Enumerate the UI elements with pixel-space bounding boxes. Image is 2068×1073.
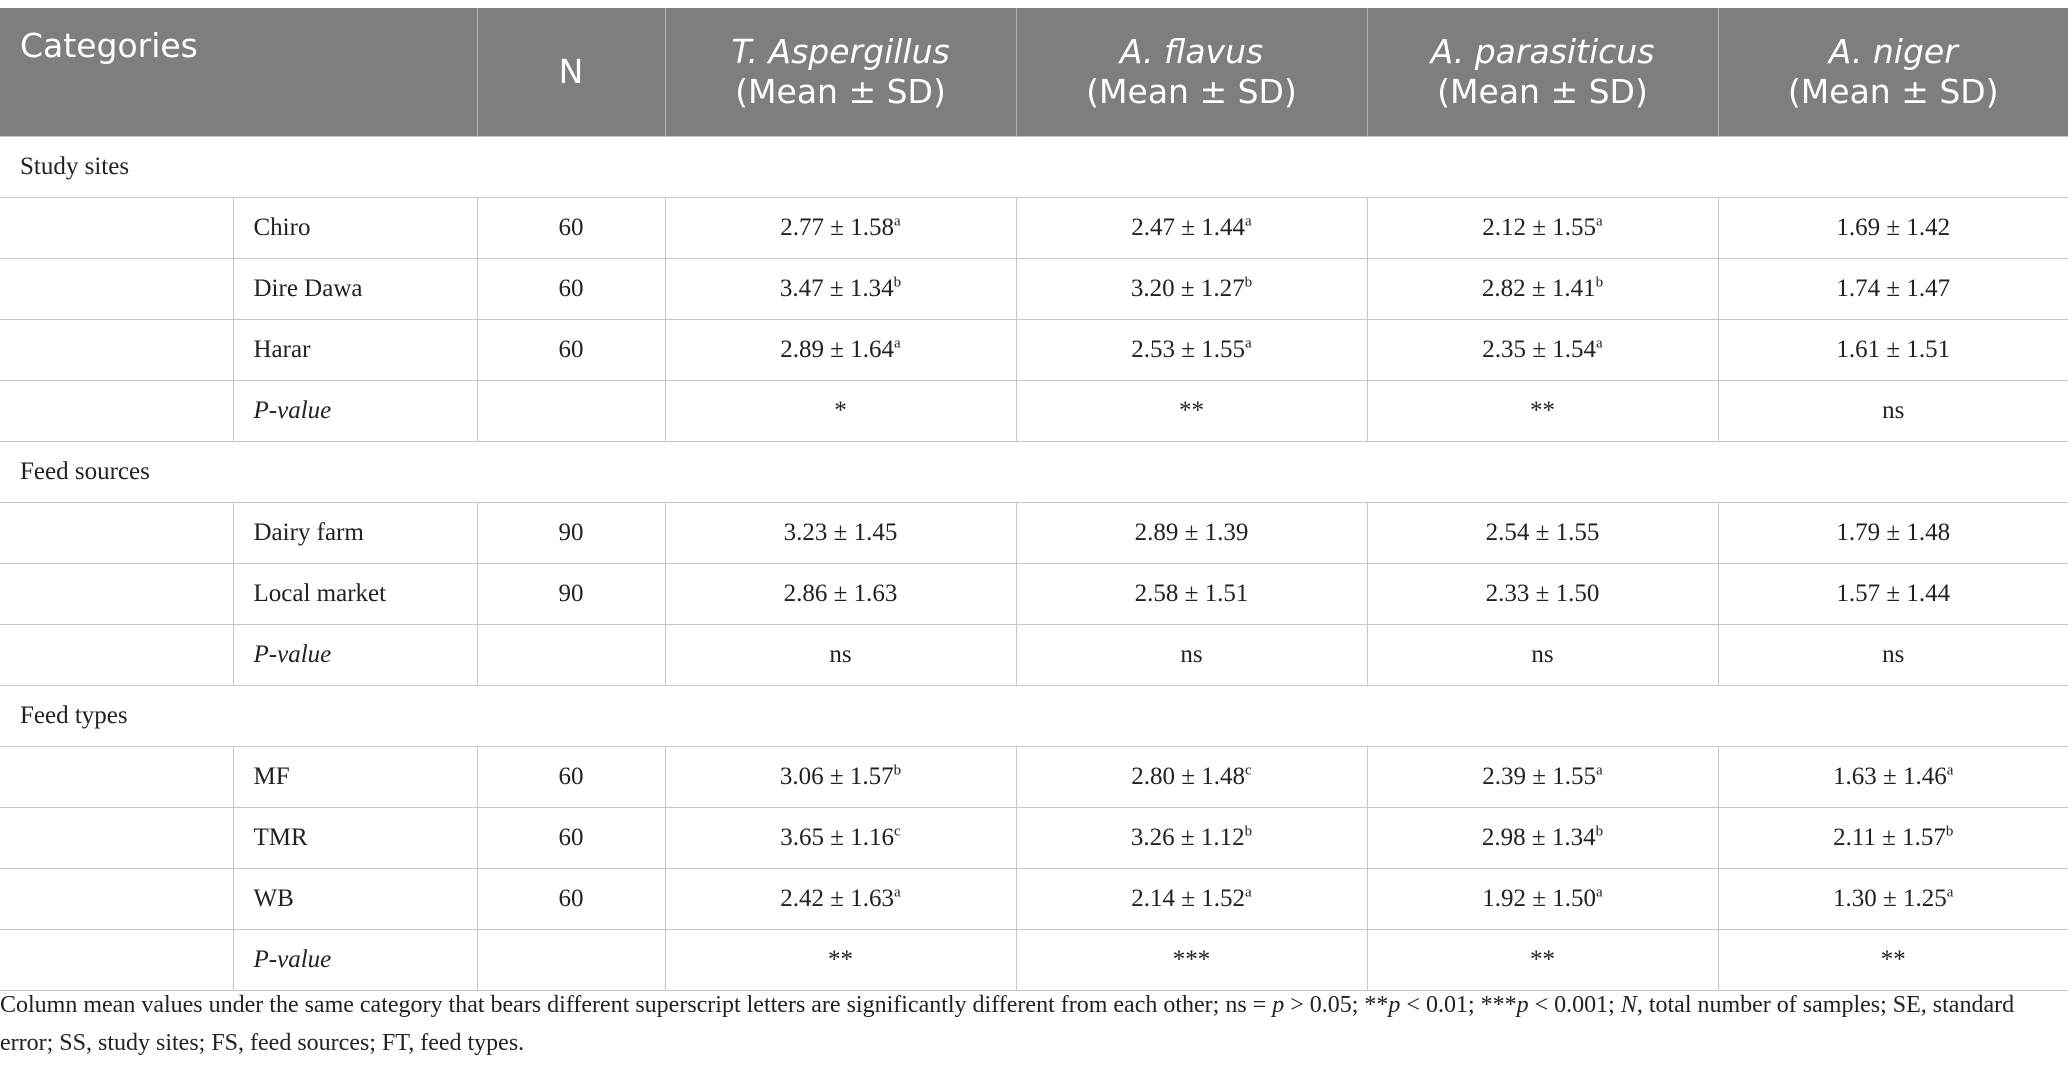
- header-col1-species: T. Aspergillus: [731, 32, 950, 71]
- row-n: 60: [477, 198, 665, 259]
- value-cell: [1367, 198, 1718, 259]
- value-cell: [1367, 320, 1718, 381]
- value-cell: [665, 869, 1016, 930]
- pvalue-cell: **: [665, 930, 1016, 991]
- indent-cell: [0, 564, 233, 625]
- footnote-p: p: [1516, 992, 1529, 1018]
- table-row: [0, 503, 2068, 564]
- mean-sd-value: 2.82 ± 1.41: [1481, 275, 1596, 302]
- significance-letter: a: [1946, 884, 1954, 901]
- indent-cell: [0, 747, 233, 808]
- table-row: [0, 808, 2068, 869]
- section-title: Feed types: [0, 686, 2068, 747]
- significance-letter: b: [1595, 823, 1604, 840]
- significance-letter: b: [1595, 274, 1604, 291]
- significance-letter: a: [1596, 762, 1603, 779]
- significance-letter: a: [1596, 884, 1603, 901]
- footnote-p: p: [1272, 992, 1285, 1018]
- indent-cell: [0, 381, 233, 442]
- row-label: TMR: [233, 808, 477, 869]
- header-col4-species: A. niger: [1828, 32, 1958, 71]
- indent-cell: [0, 625, 233, 686]
- value-cell: [1718, 808, 2068, 869]
- indent-cell: [0, 808, 233, 869]
- row-label: MF: [233, 747, 477, 808]
- pvalue-cell: ns: [1718, 381, 2068, 442]
- pvalue-cell: **: [1367, 930, 1718, 991]
- row-n: 60: [477, 259, 665, 320]
- significance-letter: a: [894, 884, 901, 901]
- significance-letter: b: [893, 274, 902, 291]
- results-table: [0, 8, 2068, 991]
- mean-sd-value: 2.89 ± 1.64: [780, 336, 895, 363]
- indent-cell: [0, 259, 233, 320]
- mean-sd-value: 3.20 ± 1.27: [1130, 275, 1245, 302]
- section-header-row: [0, 137, 2068, 198]
- value-cell: [1367, 808, 1718, 869]
- significance-letter: c: [1245, 762, 1252, 779]
- value-cell: [1016, 747, 1367, 808]
- mean-sd-value: 2.80 ± 1.48: [1131, 763, 1246, 790]
- footnote-n: N: [1620, 992, 1637, 1018]
- significance-letter: b: [1945, 823, 1954, 840]
- significance-letter: c: [894, 823, 901, 840]
- mean-sd-value: 2.47 ± 1.44: [1131, 214, 1246, 241]
- pvalue-cell: ns: [1016, 625, 1367, 686]
- header-categories: Categories: [0, 8, 477, 137]
- value-cell: [1367, 259, 1718, 320]
- significance-letter: a: [1245, 213, 1252, 230]
- value-cell: [1016, 320, 1367, 381]
- value-cell: [1718, 747, 2068, 808]
- value-cell: [1718, 259, 2068, 320]
- mean-sd-value: 2.33 ± 1.50: [1485, 580, 1600, 607]
- value-cell: [665, 198, 1016, 259]
- mean-sd-value: 1.63 ± 1.46: [1833, 763, 1947, 790]
- section-header-row: [0, 686, 2068, 747]
- indent-cell: [0, 869, 233, 930]
- section-title: Feed sources: [0, 442, 2068, 503]
- row-label: Dire Dawa: [233, 259, 477, 320]
- row-n: 90: [477, 564, 665, 625]
- row-n: 60: [477, 747, 665, 808]
- header-n: N: [477, 8, 665, 137]
- table-row: [0, 869, 2068, 930]
- row-label: Local market: [233, 564, 477, 625]
- value-cell: [665, 747, 1016, 808]
- indent-cell: [0, 198, 233, 259]
- footnote-text: , total number of samples; SE, standard error; SS, study sites; FS, feed sources; FT, feed types.: [0, 992, 2015, 1056]
- value-cell: [665, 564, 1016, 625]
- table-row: [0, 747, 2068, 808]
- pvalue-row: [0, 381, 2068, 442]
- pvalue-cell: **: [1016, 381, 1367, 442]
- mean-sd-value: 2.39 ± 1.55: [1482, 763, 1597, 790]
- row-n: [477, 381, 665, 442]
- mean-sd-value: 1.79 ± 1.48: [1836, 519, 1951, 546]
- mean-sd-value: 2.54 ± 1.55: [1485, 519, 1600, 546]
- header-col2-stat: (Mean ± SD): [1086, 72, 1297, 111]
- mean-sd-value: 3.47 ± 1.34: [779, 275, 894, 302]
- value-cell: [1718, 503, 2068, 564]
- mean-sd-value: 2.77 ± 1.58: [780, 214, 895, 241]
- pvalue-cell: **: [1718, 930, 2068, 991]
- table-row: [0, 564, 2068, 625]
- significance-letter: a: [1245, 335, 1252, 352]
- significance-letter: b: [1244, 823, 1253, 840]
- significance-letter: a: [1245, 884, 1252, 901]
- value-cell: [1367, 564, 1718, 625]
- pvalue-cell: **: [1367, 381, 1718, 442]
- mean-sd-value: 1.61 ± 1.51: [1836, 336, 1951, 363]
- pvalue-cell: *: [665, 381, 1016, 442]
- value-cell: [1718, 564, 2068, 625]
- value-cell: [665, 320, 1016, 381]
- value-cell: [1016, 198, 1367, 259]
- header-col1-stat: (Mean ± SD): [735, 72, 946, 111]
- pvalue-label: P-value: [233, 381, 477, 442]
- row-label: Harar: [233, 320, 477, 381]
- significance-letter: a: [1946, 762, 1954, 779]
- value-cell: [665, 503, 1016, 564]
- mean-sd-value: 1.30 ± 1.25: [1833, 885, 1947, 912]
- value-cell: [665, 808, 1016, 869]
- value-cell: [1718, 320, 2068, 381]
- header-col3: [1367, 8, 1718, 137]
- mean-sd-value: 2.86 ± 1.63: [783, 580, 898, 607]
- row-label: WB: [233, 869, 477, 930]
- mean-sd-value: 3.06 ± 1.57: [779, 763, 894, 790]
- header-col3-stat: (Mean ± SD): [1437, 72, 1648, 111]
- indent-cell: [0, 930, 233, 991]
- mean-sd-value: 2.42 ± 1.63: [780, 885, 895, 912]
- header-row: [0, 8, 2068, 137]
- pvalue-cell: ns: [1367, 625, 1718, 686]
- row-n: 60: [477, 808, 665, 869]
- section-title: Study sites: [0, 137, 2068, 198]
- value-cell: [1016, 259, 1367, 320]
- header-col2-species: A. flavus: [1119, 32, 1264, 71]
- pvalue-cell: ns: [665, 625, 1016, 686]
- section-header-row: [0, 442, 2068, 503]
- mean-sd-value: 2.14 ± 1.52: [1131, 885, 1246, 912]
- header-col4-stat: (Mean ± SD): [1787, 72, 1999, 111]
- mean-sd-value: 3.65 ± 1.16: [780, 824, 895, 851]
- mean-sd-value: 2.35 ± 1.54: [1482, 336, 1597, 363]
- footnote-p: p: [1388, 992, 1401, 1018]
- significance-letter: a: [894, 335, 901, 352]
- row-label: Chiro: [233, 198, 477, 259]
- value-cell: [1367, 869, 1718, 930]
- mean-sd-value: 3.23 ± 1.45: [783, 519, 898, 546]
- row-n: 60: [477, 320, 665, 381]
- row-n: [477, 625, 665, 686]
- table-footnote: [0, 986, 2040, 1062]
- significance-letter: a: [894, 213, 901, 230]
- pvalue-row: [0, 625, 2068, 686]
- value-cell: [1367, 747, 1718, 808]
- value-cell: [1718, 198, 2068, 259]
- mean-sd-value: 2.11 ± 1.57: [1833, 824, 1946, 851]
- footnote-text: Column mean values under the same category that bears different superscript letters are significantly different from each other; ns =: [0, 992, 1273, 1018]
- mean-sd-value: 2.12 ± 1.55: [1482, 214, 1597, 241]
- pvalue-row: [0, 930, 2068, 991]
- footnote-text: < 0.001;: [1528, 992, 1621, 1018]
- value-cell: [1016, 808, 1367, 869]
- table-body: [0, 137, 2068, 991]
- value-cell: [1016, 503, 1367, 564]
- footnote-text: < 0.01; ***: [1400, 992, 1517, 1018]
- pvalue-label: P-value: [233, 625, 477, 686]
- significance-letter: a: [1596, 335, 1603, 352]
- mean-sd-value: 3.26 ± 1.12: [1130, 824, 1245, 851]
- significance-letter: b: [1244, 274, 1253, 291]
- mean-sd-value: 1.69 ± 1.42: [1836, 214, 1951, 241]
- row-n: 60: [477, 869, 665, 930]
- header-col4: [1718, 8, 2068, 137]
- mean-sd-value: 1.74 ± 1.47: [1836, 275, 1951, 302]
- pvalue-cell: ns: [1718, 625, 2068, 686]
- pvalue-cell: ***: [1016, 930, 1367, 991]
- pvalue-label: P-value: [233, 930, 477, 991]
- mean-sd-value: 1.57 ± 1.44: [1836, 580, 1951, 607]
- indent-cell: [0, 503, 233, 564]
- value-cell: [1016, 869, 1367, 930]
- header-col1: [665, 8, 1016, 137]
- header-col2: [1016, 8, 1367, 137]
- footnote-text: > 0.05; **: [1284, 992, 1389, 1018]
- header-col3-species: A. parasiticus: [1430, 32, 1655, 71]
- row-n: [477, 930, 665, 991]
- mean-sd-value: 2.58 ± 1.51: [1134, 580, 1249, 607]
- mean-sd-value: 2.53 ± 1.55: [1131, 336, 1246, 363]
- value-cell: [1016, 564, 1367, 625]
- value-cell: [1718, 869, 2068, 930]
- row-label: Dairy farm: [233, 503, 477, 564]
- mean-sd-value: 2.89 ± 1.39: [1134, 519, 1249, 546]
- mean-sd-value: 1.92 ± 1.50: [1482, 885, 1597, 912]
- significance-letter: a: [1596, 213, 1603, 230]
- table-row: [0, 198, 2068, 259]
- indent-cell: [0, 320, 233, 381]
- value-cell: [1367, 503, 1718, 564]
- significance-letter: b: [893, 762, 902, 779]
- mean-sd-value: 2.98 ± 1.34: [1481, 824, 1596, 851]
- row-n: 90: [477, 503, 665, 564]
- table-row: [0, 259, 2068, 320]
- table-row: [0, 320, 2068, 381]
- value-cell: [665, 259, 1016, 320]
